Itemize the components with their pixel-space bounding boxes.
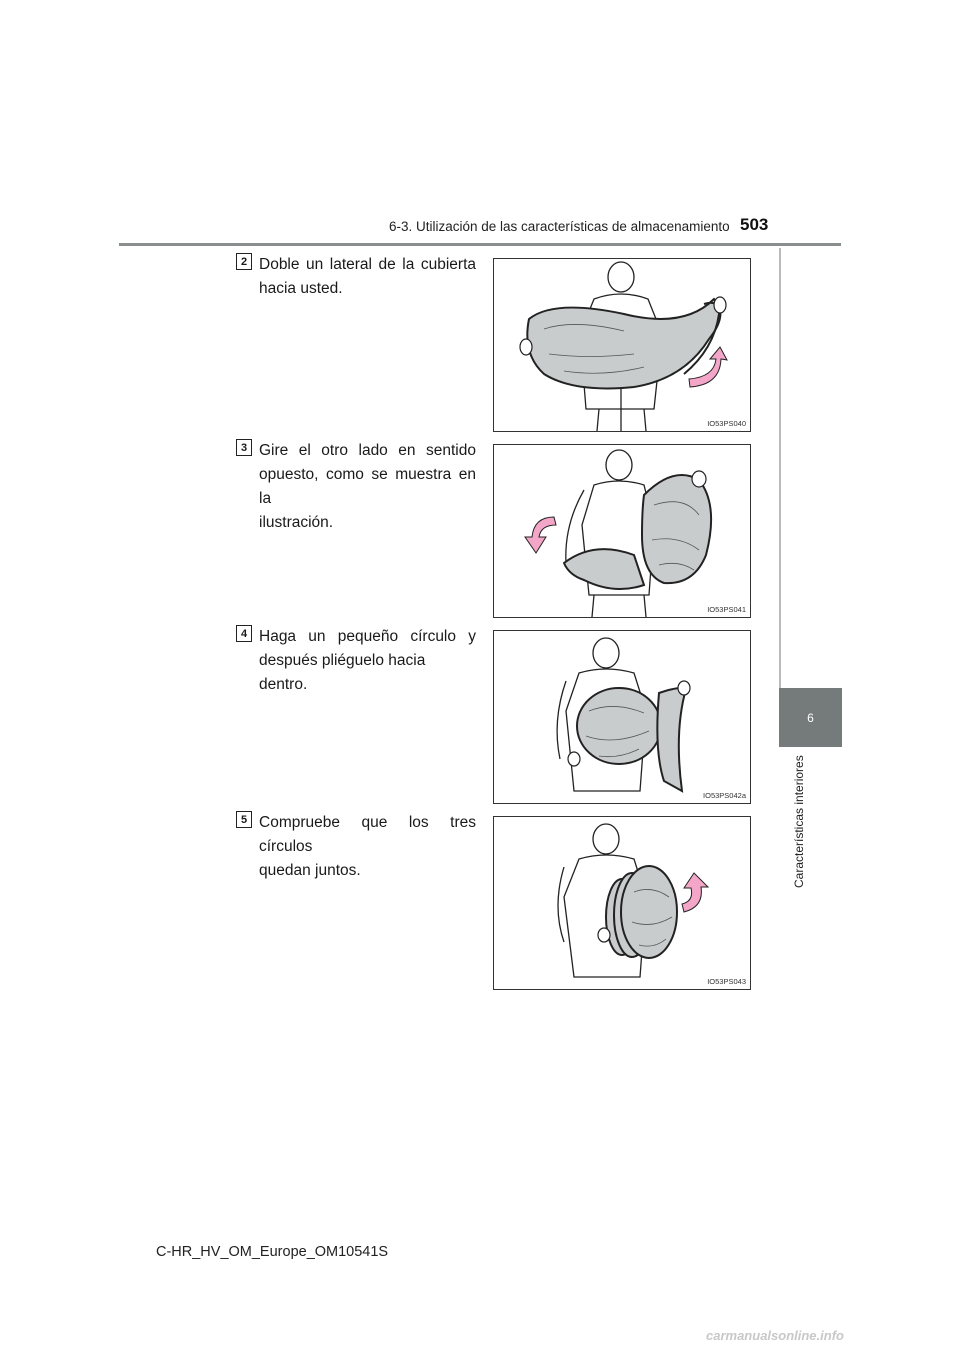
step-illustration xyxy=(493,816,751,990)
step-number-badge: 2 xyxy=(236,253,252,270)
watermark: carmanualsonline.info xyxy=(706,1328,844,1343)
instruction-line: quedan juntos. xyxy=(259,862,361,879)
step-illustration xyxy=(493,630,751,804)
document-code: C-HR_HV_OM_Europe_OM10541S xyxy=(156,1244,389,1260)
instruction-line: después pliéguelo hacia dentro. xyxy=(259,652,426,693)
section-title: 6-3. Utilización de las características de almacenamiento xyxy=(389,219,730,234)
step-number-badge: 4 xyxy=(236,625,252,642)
instruction-line: Gire el otro lado en sentido xyxy=(259,442,476,459)
header-divider xyxy=(119,243,841,246)
step-instruction xyxy=(259,253,476,301)
step-illustration xyxy=(493,444,751,618)
person-folding-cover-image xyxy=(494,259,750,431)
person-holding-circles-image xyxy=(494,817,750,989)
person-folding-circle-image xyxy=(494,631,750,803)
figure-code: IO53PS041 xyxy=(707,605,746,614)
page-number: 503 xyxy=(740,215,769,234)
figure-code: IO53PS043 xyxy=(707,977,746,986)
figure-code: IO53PS040 xyxy=(707,419,746,428)
step-instruction xyxy=(259,625,476,697)
step-instruction xyxy=(259,811,476,883)
instruction-line: hacia usted. xyxy=(259,280,343,297)
chapter-label: Características interiores xyxy=(792,755,806,888)
chapter-tab[interactable]: 6 xyxy=(779,688,842,747)
step-number-badge: 5 xyxy=(236,811,252,828)
person-twisting-cover-image xyxy=(494,445,750,617)
instruction-line: opuesto, como se muestra en la xyxy=(259,466,476,507)
instruction-line: ilustración. xyxy=(259,514,334,531)
instruction-line: Doble un lateral de la cubierta xyxy=(259,256,476,273)
step-illustration xyxy=(493,258,751,432)
step-instruction xyxy=(259,439,476,535)
step-number-badge: 3 xyxy=(236,439,252,456)
instruction-line: Compruebe que los tres círculos xyxy=(259,814,476,855)
figure-code: IO53PS042a xyxy=(703,791,746,800)
side-divider xyxy=(779,248,781,688)
instruction-line: Haga un pequeño círculo y xyxy=(259,628,476,645)
